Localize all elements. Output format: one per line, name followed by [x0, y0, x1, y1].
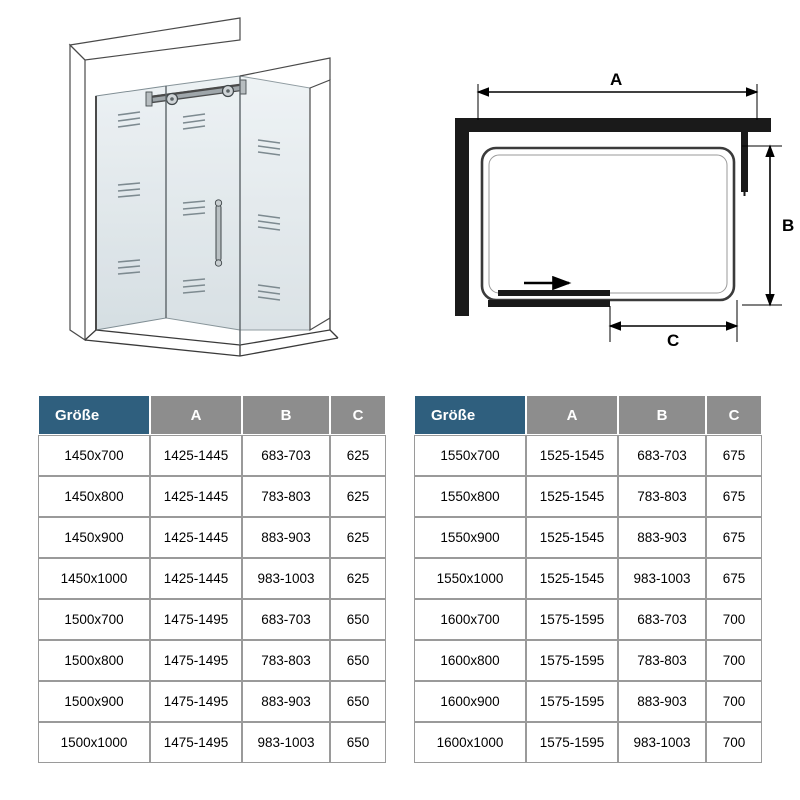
- table-row: [38, 640, 386, 681]
- cell-a: 1575-1595: [526, 681, 618, 722]
- cell-size: 1450x1000: [38, 558, 150, 599]
- cell-size: 1550x900: [414, 517, 526, 558]
- cell-b: 783-803: [242, 640, 330, 681]
- cell-c: 650: [330, 640, 386, 681]
- table-row: [38, 599, 386, 640]
- header-b: B: [618, 395, 706, 435]
- cell-c: 700: [706, 599, 762, 640]
- plan-view-group: [455, 84, 782, 342]
- cell-b: 783-803: [618, 476, 706, 517]
- cell-b: 883-903: [242, 517, 330, 558]
- cell-b: 683-703: [618, 435, 706, 476]
- header-size: Größe: [38, 395, 150, 435]
- table-row: [414, 517, 762, 558]
- cell-size: 1450x800: [38, 476, 150, 517]
- table-row: [414, 681, 762, 722]
- cell-c: 675: [706, 435, 762, 476]
- table-header-row: [38, 395, 386, 435]
- cell-a: 1475-1495: [150, 722, 242, 763]
- table-row: [38, 517, 386, 558]
- cell-c: 675: [706, 476, 762, 517]
- cell-a: 1525-1545: [526, 476, 618, 517]
- header-size: Größe: [414, 395, 526, 435]
- size-table-right: [414, 395, 762, 763]
- cell-a: 1425-1445: [150, 435, 242, 476]
- dimension-label-c: C: [667, 331, 680, 350]
- table-row: [414, 599, 762, 640]
- technical-drawings: [0, 0, 800, 380]
- cell-c: 700: [706, 640, 762, 681]
- cell-c: 650: [330, 599, 386, 640]
- cell-c: 625: [330, 558, 386, 599]
- cell-b: 683-703: [242, 599, 330, 640]
- cell-size: 1550x1000: [414, 558, 526, 599]
- cell-a: 1525-1545: [526, 435, 618, 476]
- cell-size: 1500x700: [38, 599, 150, 640]
- cell-c: 675: [706, 517, 762, 558]
- size-table-left: [38, 395, 386, 763]
- cell-size: 1600x1000: [414, 722, 526, 763]
- cell-size: 1600x900: [414, 681, 526, 722]
- cell-a: 1475-1495: [150, 599, 242, 640]
- header-b: B: [242, 395, 330, 435]
- dimension-label-b: B: [782, 216, 795, 235]
- table-row: [38, 476, 386, 517]
- cell-c: 700: [706, 681, 762, 722]
- cell-b: 783-803: [618, 640, 706, 681]
- size-tables: [0, 395, 800, 763]
- cell-a: 1425-1445: [150, 517, 242, 558]
- table-row: [414, 435, 762, 476]
- cell-b: 883-903: [242, 681, 330, 722]
- dimension-label-a: A: [610, 70, 623, 89]
- table-row: [414, 722, 762, 763]
- cell-c: 625: [330, 517, 386, 558]
- cell-size: 1450x700: [38, 435, 150, 476]
- cell-size: 1550x800: [414, 476, 526, 517]
- table-row: [38, 722, 386, 763]
- cell-size: 1450x900: [38, 517, 150, 558]
- cell-b: 783-803: [242, 476, 330, 517]
- table-row: [414, 640, 762, 681]
- door-handle: [215, 200, 221, 266]
- cell-a: 1525-1545: [526, 517, 618, 558]
- cell-a: 1575-1595: [526, 599, 618, 640]
- cell-c: 625: [330, 476, 386, 517]
- cell-b: 983-1003: [242, 722, 330, 763]
- header-c: C: [330, 395, 386, 435]
- table-row: [414, 558, 762, 599]
- cell-b: 683-703: [618, 599, 706, 640]
- cell-c: 625: [330, 435, 386, 476]
- table-row: [414, 476, 762, 517]
- table-row: [38, 681, 386, 722]
- cell-c: 650: [330, 681, 386, 722]
- table-row: [38, 558, 386, 599]
- cell-a: 1425-1445: [150, 558, 242, 599]
- cell-size: 1600x700: [414, 599, 526, 640]
- cell-size: 1500x900: [38, 681, 150, 722]
- cell-a: 1475-1495: [150, 681, 242, 722]
- cell-c: 675: [706, 558, 762, 599]
- cell-a: 1525-1545: [526, 558, 618, 599]
- cell-b: 883-903: [618, 681, 706, 722]
- cell-b: 683-703: [242, 435, 330, 476]
- cell-b: 983-1003: [618, 558, 706, 599]
- cell-b: 883-903: [618, 517, 706, 558]
- cell-size: 1600x800: [414, 640, 526, 681]
- cell-a: 1575-1595: [526, 640, 618, 681]
- cell-c: 650: [330, 722, 386, 763]
- header-a: A: [526, 395, 618, 435]
- cell-a: 1475-1495: [150, 640, 242, 681]
- cell-size: 1550x700: [414, 435, 526, 476]
- header-a: A: [150, 395, 242, 435]
- table-row: [38, 435, 386, 476]
- table-header-row: [414, 395, 762, 435]
- cell-a: 1425-1445: [150, 476, 242, 517]
- cell-b: 983-1003: [618, 722, 706, 763]
- perspective-view-group: [70, 18, 338, 356]
- cell-a: 1575-1595: [526, 722, 618, 763]
- cell-b: 983-1003: [242, 558, 330, 599]
- cell-size: 1500x1000: [38, 722, 150, 763]
- cell-c: 700: [706, 722, 762, 763]
- cell-size: 1500x800: [38, 640, 150, 681]
- header-c: C: [706, 395, 762, 435]
